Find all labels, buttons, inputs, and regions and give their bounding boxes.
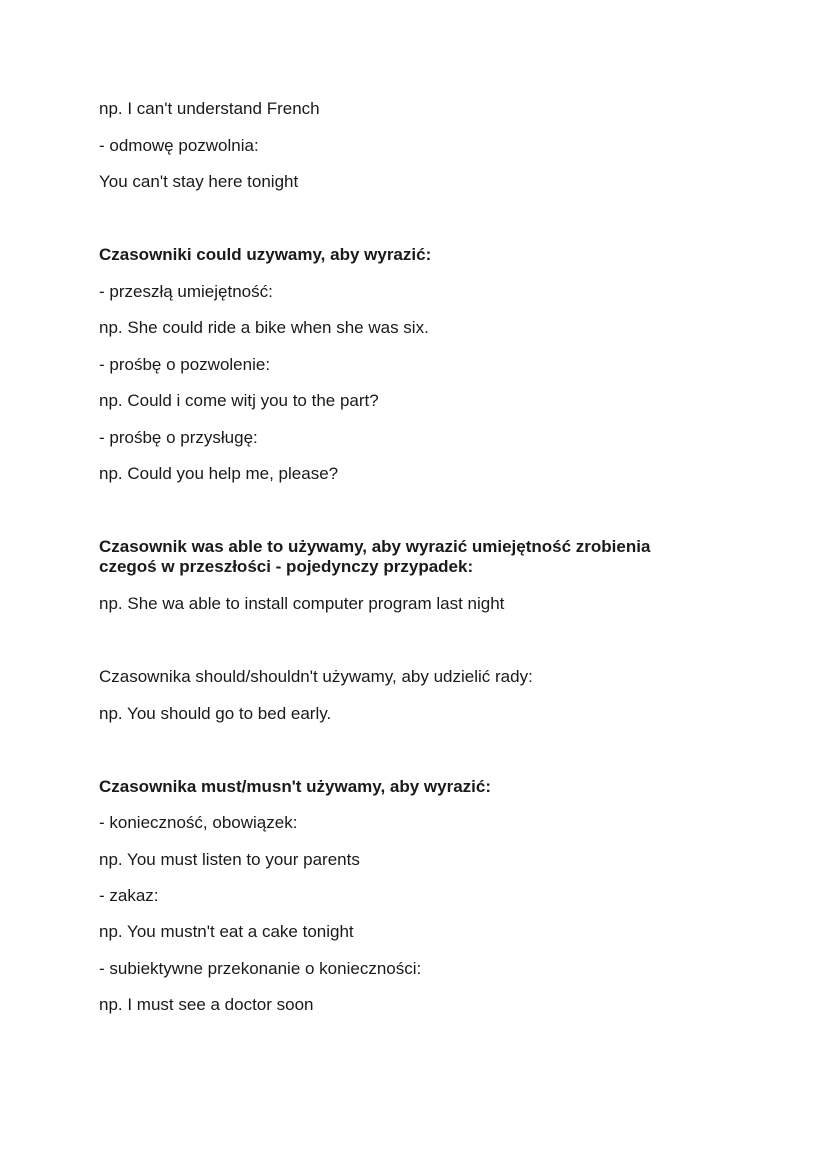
list-item: - subiektywne przekonanie o konieczności:: [99, 959, 422, 978]
example-line: np. Could i come witj you to the part?: [99, 391, 379, 410]
example-line: np. I must see a doctor soon: [99, 995, 314, 1014]
example-line: You can't stay here tonight: [99, 172, 299, 191]
list-item: - prośbę o przysługę:: [99, 428, 258, 447]
example-line: np. She could ride a bike when she was six.: [99, 318, 429, 337]
list-item: - konieczność, obowiązek:: [99, 813, 298, 832]
heading-line: czegoś w przeszłości - pojedynczy przypadek:: [99, 557, 474, 576]
example-line: np. She wa able to install computer program last night: [99, 594, 505, 613]
example-line: np. You mustn't eat a cake tonight: [99, 922, 354, 941]
heading-line: Czasownik was able to używamy, aby wyrazić umiejętność zrobienia: [99, 537, 651, 556]
section-heading-should: Czasownika should/shouldn't używamy, aby udzielić rady:: [99, 667, 533, 686]
list-item: - odmowę pozwolnia:: [99, 136, 259, 155]
section-heading-was-able-to: [99, 537, 739, 577]
list-item: - przeszłą umiejętność:: [99, 282, 273, 301]
list-item: - prośbę o pozwolenie:: [99, 355, 271, 374]
section-heading-must: Czasownika must/musn't używamy, aby wyrazić:: [99, 777, 492, 796]
example-line: np. Could you help me, please?: [99, 464, 339, 483]
list-item: - zakaz:: [99, 886, 159, 905]
example-line: np. You should go to bed early.: [99, 704, 332, 723]
section-heading-could: Czasowniki could uzywamy, aby wyrazić:: [99, 245, 432, 264]
example-line: np. You must listen to your parents: [99, 850, 360, 869]
example-line: np. I can't understand French: [99, 99, 320, 118]
